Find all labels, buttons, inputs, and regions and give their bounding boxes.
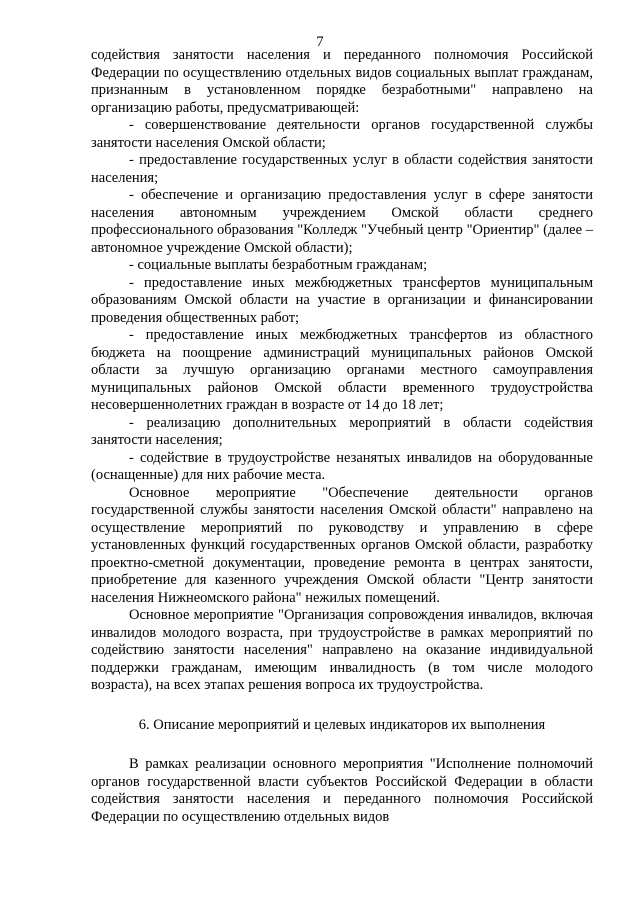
- paragraph-main-measure-activity: Основное мероприятие "Обеспечение деятельности органов государственной службы занятости населения Омской области" направлено на осуществление мероприятий по руководству и управлению в сфере установленных функций государственных органов Омской области, разработку проектно-сметной документации, проведение ремонта в центрах занятости, приобретение для казенного учреждения Омской области "Центр занятости населения Нижнеомского района" нежилых помещений.: [91, 484, 593, 606]
- list-item-improvement: - совершенствование деятельности органов государственной службы занятости населения Омской области;: [91, 117, 593, 151]
- intro-paragraph: содействия занятости населения и переданного полномочия Российской Федерации по осуществлению отдельных видов социальных выплат гражданам, признанным в установленном порядке безработными" направлено на организацию работы, предусматривающей:: [91, 47, 593, 116]
- paragraphs-after-heading: [91, 756, 593, 826]
- document-body: [91, 47, 593, 826]
- list-item-additional-measures: - реализацию дополнительных мероприятий в области содействия занятости населения;: [91, 414, 593, 448]
- paragraph-implementation: В рамках реализации основного мероприятия "Исполнение полномочий органов государственной власти субъектов Российской Федерации в области содействия занятости населения и переданного полномочия Российской Федерации по осуществлению отдельных видов: [91, 756, 593, 825]
- paragraph-main-measure-disabled-support: Основное мероприятие "Организация сопровождения инвалидов, включая инвалидов молодого возраста, при трудоустройстве в рамках мероприятий по содействию занятости населения" направлено на оказание индивидуальной поддержки гражданам, имеющим инвалидность (в том числе молодого возраста), на всех этапах решения вопроса их трудоустройства.: [91, 607, 593, 693]
- list-item-encouragement-transfers: - предоставление иных межбюджетных трансфертов из областного бюджета на поощрение администраций муниципальных районов Омской области за лучшую организацию органами местного самоуправления муниципальных районов Омской области временного трудоустройства несовершеннолетних граждан в возрасте от 14 до 18 лет;: [91, 327, 593, 413]
- page-number: 7: [316, 34, 324, 50]
- list-item-social-payments: - социальные выплаты безработным гражданам;: [129, 257, 428, 273]
- list-item-public-works-transfers: - предоставление иных межбюджетных трансфертов муниципальным образованиям Омской области на участие в организации и финансировании проведения общественных работ;: [91, 274, 593, 326]
- list-item-disabled-employment: - содействие в трудоустройстве незанятых инвалидов на оборудованные (оснащенные) для них рабочие места.: [91, 449, 593, 483]
- paragraphs-before-heading: [91, 47, 593, 695]
- list-item-autonomous-institution: - обеспечение и организацию предоставления услуг в сфере занятости населения автономным учреждением Омской области среднего профессионального образования "Колледж "Учебный центр "Ориентир" (далее – автономное учреждение Омской области);: [91, 187, 593, 256]
- list-item-state-services: - предоставление государственных услуг в области содействия занятости населения;: [91, 152, 593, 186]
- section-heading: 6. Описание мероприятий и целевых индикаторов их выполнения: [138, 716, 546, 733]
